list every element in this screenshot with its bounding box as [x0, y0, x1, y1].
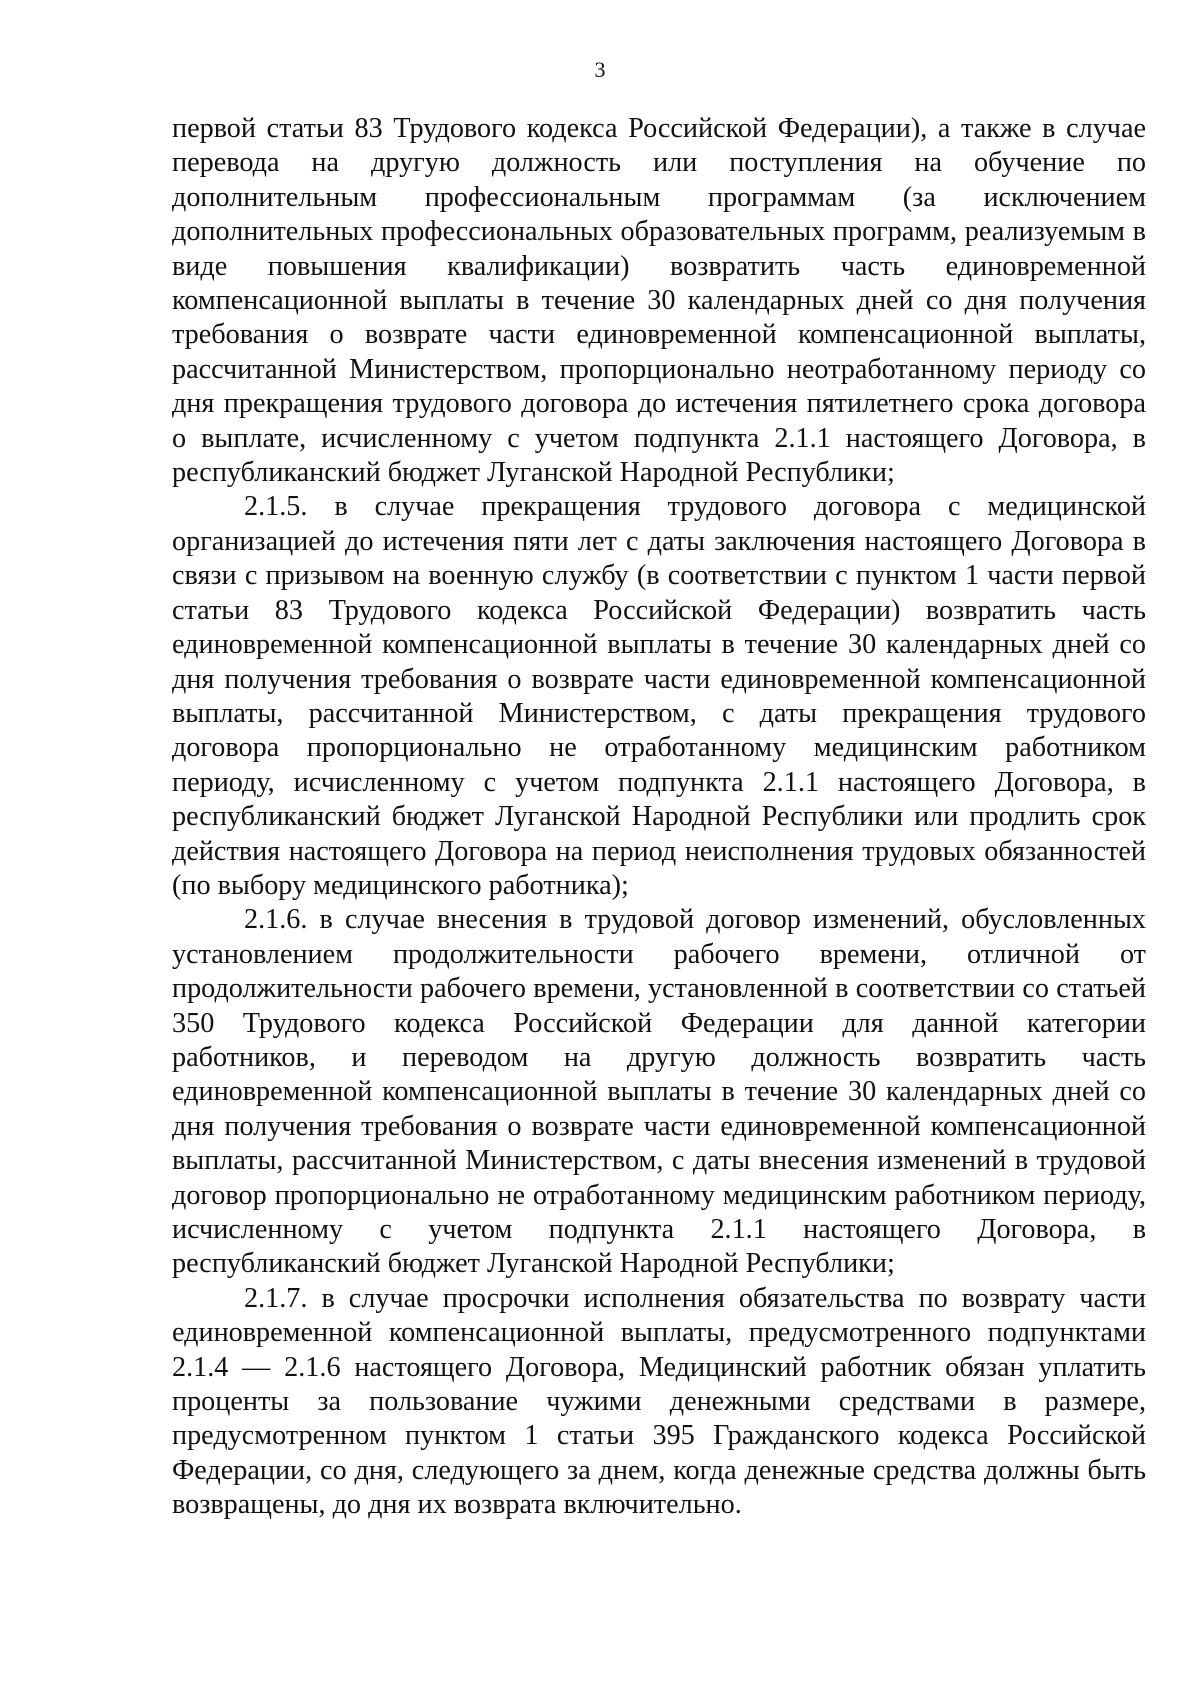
paragraph-2-1-7: 2.1.7. в случае просрочки исполнения обязательства по возврату части единовременной компенсационной выплаты, предусмотренного подпунктами 2.1.4 — 2.1.6 настоящего Договора, Медицинский работник обязан уплатить проценты за пользование чужими денежными средствами в размере, предусмотренном пунктом 1 статьи 395 Гражданского кодекса Российской Федерации, со дня, следующего за днем, когда денежные средства должны быть возвращены, до дня их возврата включительно. [172, 1282, 1146, 1521]
paragraph-continuation: первой статьи 83 Трудового кодекса Российской Федерации), а также в случае перевода на другую должность или поступления на обучение по дополнительным профессиональным программам (за исключением дополнительных профессиональных образовательных программ, реализуемым в виде повышения квалификации) возвратить часть единовременной компенсационной выплаты в течение 30 календарных дней со дня получения требования о возврате части единовременной компенсационной выплаты, рассчитанной Министерством, пропорционально неотработанному периоду со дня прекращения трудового договора до истечения пятилетнего срока договора о выплате, исчисленному с учетом подпункта 2.1.1 настоящего Договора, в республиканский бюджет Луганской Народной Республики; [172, 113, 1146, 489]
page-number: 3 [594, 57, 606, 82]
paragraph-2-1-5: 2.1.5. в случае прекращения трудового договора с медицинской организацией до истечения пяти лет с даты заключения настоящего Договора в связи с призывом на военную службу (в соответствии с пунктом 1 части первой статьи 83 Трудового кодекса Российской Федерации) возвратить часть единовременной компенсационной выплаты в течение 30 календарных дней со дня получения требования о возврате части единовременной компенсационной выплаты, рассчитанной Министерством, с даты прекращения трудового договора пропорционально не отработанному медицинским работником периоду, исчисленному с учетом подпункта 2.1.1 настоящего Договора, в республиканский бюджет Луганской Народной Республики или продлить срок действия настоящего Договора на период неисполнения трудовых обязанностей (по выбору медицинского работника); [172, 491, 1146, 901]
paragraph-2-1-6: 2.1.6. в случае внесения в трудовой договор изменений, обусловленных установлением продолжительности рабочего времени, отличной от продолжительности рабочего времени, установленной в соответствии со статьей 350 Трудового кодекса Российской Федерации для данной категории работников, и переводом на другую должность возвратить часть единовременной компенсационной выплаты в течение 30 календарных дней со дня получения требования о возврате части единовременной компенсационной выплаты, рассчитанной Министерством, с даты внесения изменений в трудовой договор пропорционально не отработанному медицинским работником периоду, исчисленному с учетом подпункта 2.1.1 настоящего Договора, в республиканский бюджет Луганской Народной Республики; [172, 904, 1146, 1280]
document-body [172, 112, 1146, 1523]
